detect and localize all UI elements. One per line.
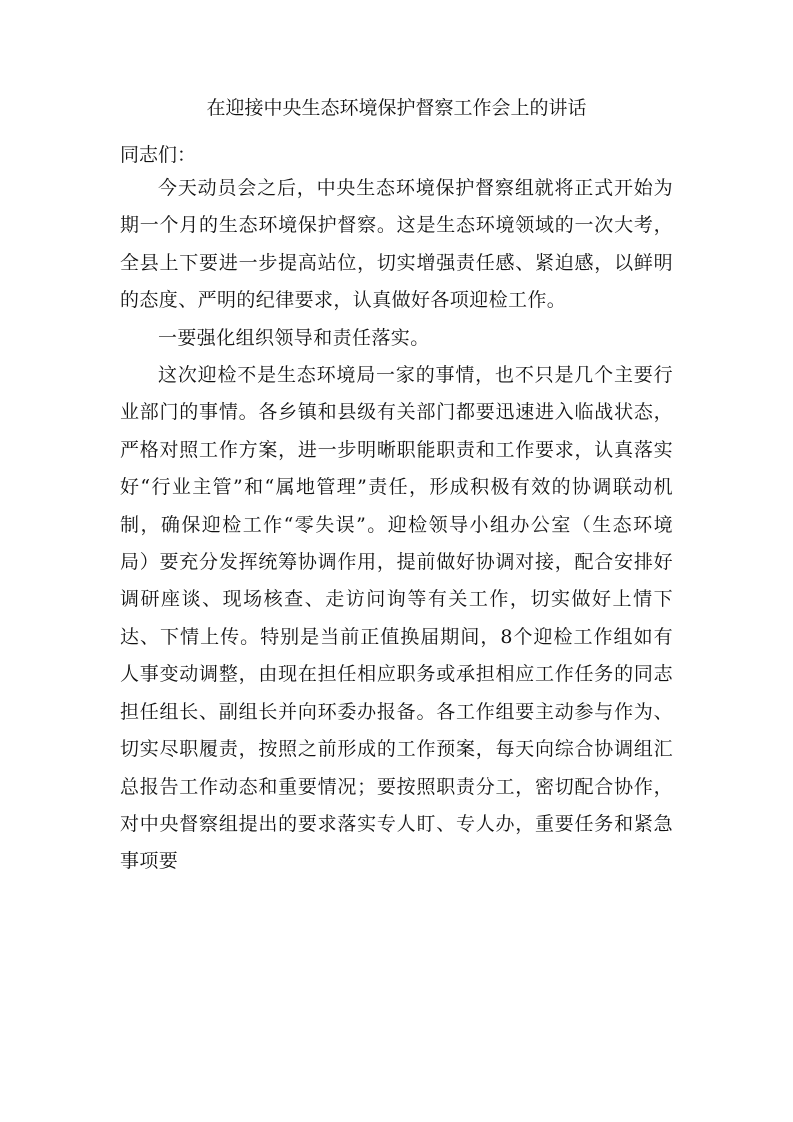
document-title: 在迎接中央生态环境保护督察工作会上的讲话 <box>206 97 587 119</box>
paragraph-intro: 今天动员会之后，中央生态环境保护督察组就将正式开始为期一个月的生态环境保护督察。这是生态环境领域的一次大考，全县上下要进一步提高站位，切实增强责任感、紧迫感，以鲜明的态度、严明的纪律要求，认真做好各项迎检工作。 <box>120 177 673 312</box>
paragraph-heading-one: 一要强化组织领导和责任落实。 <box>158 326 430 349</box>
paragraph-details: 这次迎检不是生态环境局一家的事情，也不只是几个主要行业部门的事情。各乡镇和县级有关部门都要迅速进入临战状态，严格对照工作方案，进一步明晰职能职责和工作要求，认真落实好“行业主管”和“属地管理”责任，形成积极有效的协调联动机制，确保迎检工作“零失误”。迎检领导小组办公室（生态环境局）要充分发挥统筹协调作用，提前做好协调对接，配合安排好调研座谈、现场核查、走访问询等有关工作，切实做好上情下达、下情上传。特别是当前正值换届期间，8个迎检工作组如有人事变动调整，由现在担任相应职务或承担相应工作任务的同志担任组长、副组长并向环委办报备。各工作组要主动参与作为、切实尽职履责，按照之前形成的工作预案，每天向综合协调组汇总报告工作动态和重要情况；要按照职责分工，密切配合协作，对中央督察组提出的要求落实专人盯、专人办，重要任务和紧急事项要 <box>120 364 673 873</box>
document-body <box>120 170 673 881</box>
salutation: 同志们： <box>120 144 197 166</box>
